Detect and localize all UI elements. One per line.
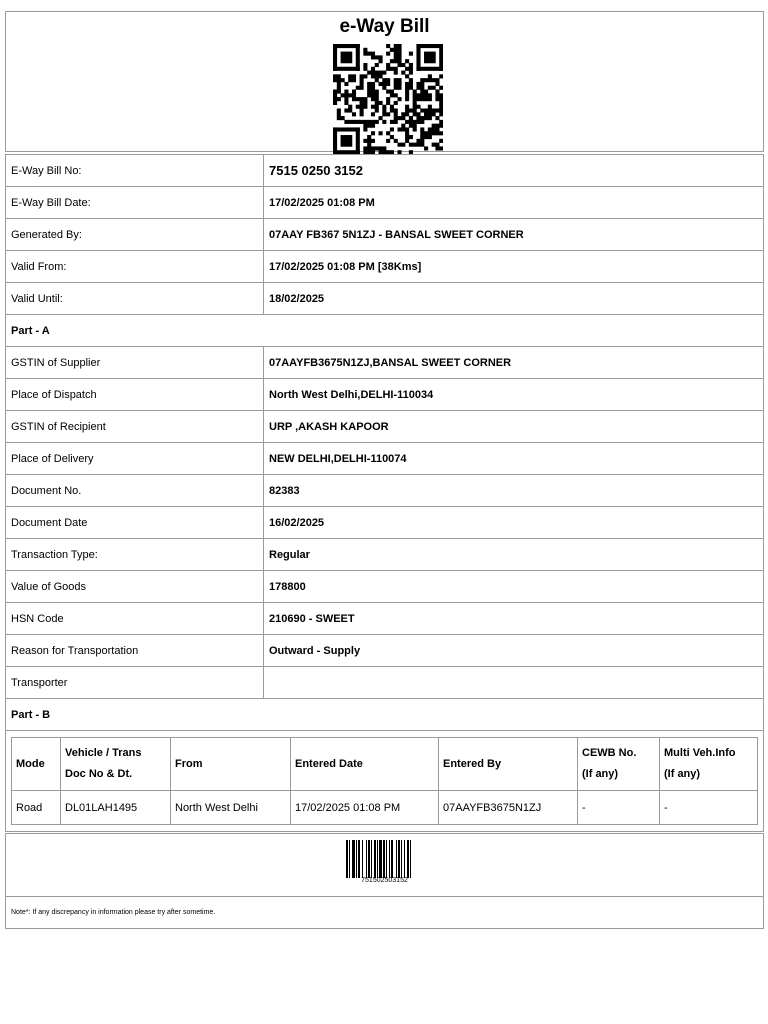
field-label: E-Way Bill No: [6,155,264,187]
header-section [5,11,764,152]
part-a-row [6,379,764,411]
field-label: Generated By: [6,219,264,251]
field-label: GSTIN of Recipient [6,411,264,443]
note: Note*: If any discrepancy in information please try after sometime. [5,897,764,929]
field-label: Value of Goods [6,571,264,603]
table-cell: North West Delhi [171,791,291,825]
field-value: 210690 - SWEET [264,603,764,635]
table-cell: - [578,791,660,825]
field-label: Transporter [6,667,264,699]
field-label: HSN Code [6,603,264,635]
summary-row [6,187,764,219]
part-a-row [6,603,764,635]
table-cell: 07AAYFB3675N1ZJ [439,791,578,825]
column-header: From [171,738,291,791]
column-header: CEWB No. (If any) [578,738,660,791]
page-title: e-Way Bill [339,16,430,37]
column-header: Entered By [439,738,578,791]
field-value: Outward - Supply [264,635,764,667]
summary-row [6,219,764,251]
part-a-row [6,571,764,603]
field-value: 17/02/2025 01:08 PM [264,187,764,219]
part-a-row [6,539,764,571]
field-value: 82383 [264,475,764,507]
part-a-heading: Part - A [6,315,764,347]
part-a-row [6,667,764,699]
barcode-number: 751502503152 [361,877,408,884]
part-a-row [6,507,764,539]
field-label: Place of Delivery [6,443,264,475]
field-value: 07AAYFB3675N1ZJ,BANSAL SWEET CORNER [264,347,764,379]
table-cell: - [660,791,758,825]
field-label: Transaction Type: [6,539,264,571]
field-value: 16/02/2025 [264,507,764,539]
part-b-table [11,737,758,825]
field-label: E-Way Bill Date: [6,187,264,219]
eway-bill [5,11,764,929]
field-value: 178800 [264,571,764,603]
field-label: Document No. [6,475,264,507]
table-cell: 17/02/2025 01:08 PM [291,791,439,825]
details-table [5,154,764,731]
table-cell: Road [12,791,61,825]
part-a-row [6,411,764,443]
field-value: 18/02/2025 [264,283,764,315]
part-a-row [6,347,764,379]
table-row [12,791,758,825]
field-label: Valid From: [6,251,264,283]
table-header-row [12,738,758,791]
qr-code-image [333,44,443,154]
part-a-row [6,443,764,475]
field-label: Place of Dispatch [6,379,264,411]
field-value [264,667,764,699]
field-value: Regular [264,539,764,571]
field-value: North West Delhi,DELHI-110034 [264,379,764,411]
part-b-heading: Part - B [6,699,764,731]
summary-row [6,251,764,283]
summary-row [6,155,764,187]
field-value: 17/02/2025 01:08 PM [38Kms] [264,251,764,283]
field-value: URP ,AKASH KAPOOR [264,411,764,443]
section-heading-row [6,699,764,731]
field-label: Valid Until: [6,283,264,315]
field-value: NEW DELHI,DELHI-110074 [264,443,764,475]
section-heading-row [6,315,764,347]
summary-row [6,283,764,315]
field-value: 07AAY FB367 5N1ZJ - BANSAL SWEET CORNER [264,219,764,251]
part-b-section [5,731,764,832]
part-a-row [6,475,764,507]
table-cell: DL01LAH1495 [61,791,171,825]
field-label: GSTIN of Supplier [6,347,264,379]
column-header: Multi Veh.Info (If any) [660,738,758,791]
part-a-row [6,635,764,667]
column-header: Entered Date [291,738,439,791]
column-header: Vehicle / Trans Doc No & Dt. [61,738,171,791]
field-label: Reason for Transportation [6,635,264,667]
eway-bill-number: 7515 0250 3152 [264,155,764,187]
column-header: Mode [12,738,61,791]
field-label: Document Date [6,507,264,539]
barcode-section [5,833,764,897]
